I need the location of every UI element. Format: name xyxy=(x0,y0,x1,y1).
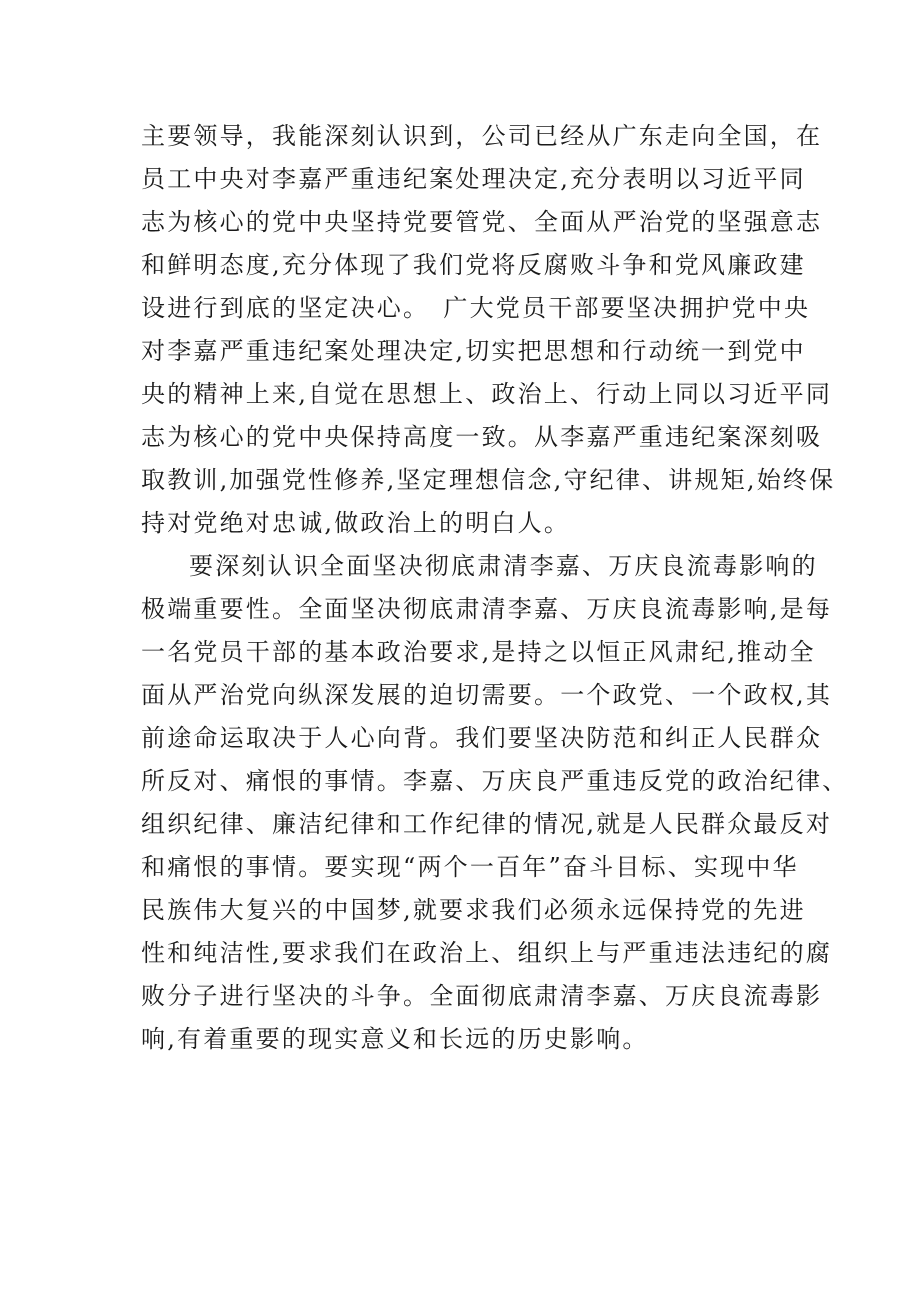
text-line-1: 主要领导，我能深刻认识到，公司已经从广东走向全国，在 xyxy=(141,122,823,150)
text-line-14: 面从严治党向纵深发展的迫切需要。一个政党、一个政权,其 xyxy=(141,681,833,709)
paragraph-start-line: 要深刻认识全面坚决彻底肃清李嘉、万庆良流毒影响的 xyxy=(189,552,818,580)
text-line-6: 对李嘉严重违纪案处理决定,切实把思想和行动统一到党中 xyxy=(141,337,806,365)
text-line-4: 和鲜明态度,充分体现了我们党将反腐败斗争和党风廉政建 xyxy=(141,251,806,279)
text-line-18: 和痛恨的事情。要实现“两个一百年”奋斗目标、实现中华 xyxy=(141,853,799,881)
text-line-2: 员工中央对李嘉严重违纪案处理决定,充分表明以习近平同 xyxy=(141,165,806,193)
text-line-13: 一名党员干部的基本政治要求,是持之以恒正风肃纪,推动全 xyxy=(141,638,816,666)
body-text xyxy=(141,115,849,1061)
text-line-3: 志为核心的党中央坚持党要管党、全面从严治党的坚强意志 xyxy=(141,208,823,236)
text-line-10: 持对党绝对忠诚,做政治上的明白人。 xyxy=(141,509,571,537)
text-line-5: 设进行到底的坚定决心。 广大党员干部要坚决拥护党中央 xyxy=(141,294,811,322)
text-line-19: 民族伟大复兴的中国梦,就要求我们必须永远保持党的先进 xyxy=(141,896,806,924)
text-line-22: 响,有着重要的现实意义和长远的历史影响。 xyxy=(141,1025,649,1053)
text-line-21: 败分子进行坚决的斗争。全面彻底肃清李嘉、万庆良流毒影 xyxy=(141,982,823,1010)
text-line-15: 前途命运取决于人心向背。我们要坚决防范和纠正人民群众 xyxy=(141,724,823,752)
text-line-20: 性和纯洁性,要求我们在政治上、组织上与严重违法违纪的腐 xyxy=(141,939,833,967)
text-line-17: 组织纪律、廉洁纪律和工作纪律的情况,就是人民群众最反对 xyxy=(141,810,833,838)
text-line-16: 所反对、痛恨的事情。李嘉、万庆良严重违反党的政治纪律、 xyxy=(141,767,849,795)
text-line-8: 志为核心的党中央保持高度一致。从李嘉严重违纪案深刻吸 xyxy=(141,423,823,451)
text-line-12: 极端重要性。全面坚决彻底肃清李嘉、万庆良流毒影响,是每 xyxy=(141,595,833,623)
text-line-7: 央的精神上来,自觉在思想上、政治上、行动上同以习近平同 xyxy=(141,380,833,408)
text-line-9: 取教训,加强党性修养,坚定理想信念,守纪律、讲规矩,始终保 xyxy=(141,466,836,494)
